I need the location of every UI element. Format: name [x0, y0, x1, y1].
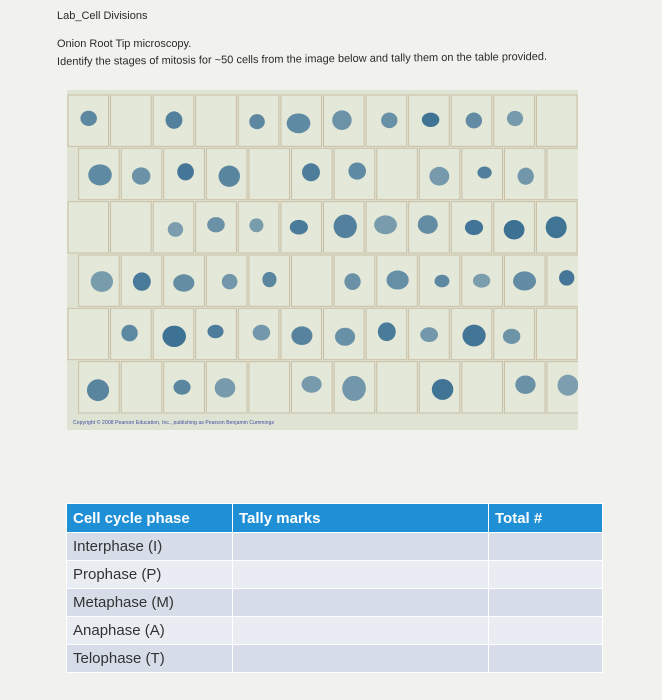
cell-nucleus — [378, 322, 396, 341]
cell-wall — [111, 202, 152, 253]
cell-nucleus — [177, 163, 194, 180]
cell-wall — [536, 95, 577, 146]
table-row — [67, 617, 603, 645]
cell-wall — [292, 255, 333, 306]
document-subtitle: Onion Root Tip microscopy. — [57, 38, 192, 50]
tally-cell[interactable] — [233, 645, 489, 673]
tally-table — [66, 503, 603, 673]
cell-nucleus — [249, 218, 263, 232]
cell-nucleus — [503, 329, 520, 344]
cell-nucleus — [249, 114, 265, 129]
cell-nucleus — [558, 375, 578, 396]
phase-cell: Metaphase (M) — [67, 589, 233, 617]
column-header-tally: Tally marks — [233, 504, 489, 533]
cell-nucleus — [166, 111, 183, 128]
cell-nucleus — [429, 167, 449, 186]
table-row — [67, 589, 603, 617]
cell-nucleus — [302, 163, 320, 181]
cell-wall — [462, 362, 503, 413]
cell-nucleus — [91, 271, 113, 292]
cell-nucleus — [518, 168, 534, 185]
cell-nucleus — [222, 274, 238, 290]
cell-nucleus — [374, 215, 397, 234]
cell-nucleus — [422, 113, 440, 127]
tally-cell[interactable] — [233, 533, 489, 561]
cell-wall — [68, 202, 109, 253]
column-header-phase: Cell cycle phase — [67, 504, 233, 533]
cell-nucleus — [432, 379, 454, 400]
cell-nucleus — [132, 167, 151, 184]
phase-cell: Prophase (P) — [67, 561, 233, 589]
cell-nucleus — [290, 220, 308, 235]
cell-nucleus — [546, 216, 567, 238]
table-row — [67, 645, 603, 673]
cell-nucleus — [121, 325, 137, 342]
phase-cell: Anaphase (A) — [67, 617, 233, 645]
total-cell[interactable] — [489, 589, 603, 617]
cell-nucleus — [342, 376, 366, 401]
cell-nucleus — [515, 375, 535, 394]
micrograph-drawing — [67, 90, 578, 430]
cell-wall — [377, 362, 418, 413]
total-cell[interactable] — [489, 645, 603, 673]
total-cell[interactable] — [489, 617, 603, 645]
cell-wall — [249, 362, 290, 413]
instructions-text: Identify the stages of mitosis for ~50 cells from the image below and tally them on the table provided. — [56, 50, 548, 68]
cell-nucleus — [168, 222, 183, 237]
tally-cell[interactable] — [233, 617, 489, 645]
cell-nucleus — [465, 220, 483, 235]
cell-nucleus — [418, 215, 438, 234]
cell-nucleus — [287, 113, 311, 133]
cell-nucleus — [80, 111, 96, 126]
cell-nucleus — [302, 376, 322, 393]
cell-nucleus — [477, 167, 491, 179]
cell-nucleus — [332, 110, 352, 130]
cell-nucleus — [207, 325, 223, 339]
total-cell[interactable] — [489, 561, 603, 589]
cell-nucleus — [420, 327, 438, 342]
table-row — [67, 561, 603, 589]
cell-nucleus — [348, 162, 366, 179]
document-title: Lab_Cell Divisions — [57, 10, 148, 22]
cell-nucleus — [133, 272, 151, 290]
cell-wall — [68, 308, 109, 359]
cell-wall — [196, 95, 237, 146]
cell-nucleus — [386, 271, 408, 290]
cell-nucleus — [291, 326, 312, 345]
cell-wall — [536, 308, 577, 359]
cell-nucleus — [88, 164, 112, 185]
table-header-row — [67, 504, 603, 533]
cell-wall — [121, 362, 162, 413]
cell-nucleus — [173, 274, 194, 291]
cell-nucleus — [162, 326, 185, 347]
cell-nucleus — [335, 328, 355, 346]
cell-nucleus — [173, 380, 190, 395]
cell-nucleus — [435, 275, 450, 288]
cell-nucleus — [473, 274, 490, 288]
cell-wall — [547, 148, 578, 199]
cell-nucleus — [215, 378, 236, 398]
table-row — [67, 533, 603, 561]
tally-cell[interactable] — [233, 589, 489, 617]
cell-nucleus — [87, 379, 109, 401]
cell-nucleus — [504, 220, 525, 239]
tally-cell[interactable] — [233, 561, 489, 589]
total-cell[interactable] — [489, 533, 603, 561]
cell-nucleus — [381, 112, 397, 128]
cell-nucleus — [559, 270, 574, 286]
cell-nucleus — [219, 166, 240, 187]
cell-nucleus — [344, 273, 360, 290]
cell-nucleus — [466, 112, 482, 128]
phase-cell: Telophase (T) — [67, 645, 233, 673]
cell-nucleus — [513, 271, 536, 290]
onion-root-tip-micrograph — [67, 90, 578, 430]
cell-wall — [377, 148, 418, 199]
cell-nucleus — [253, 325, 271, 341]
cell-wall — [249, 148, 290, 199]
cell-nucleus — [462, 325, 485, 347]
cell-nucleus — [207, 217, 225, 232]
image-copyright-caption: Copyright © 2008 Pearson Education, Inc., publishing as Pearson Benjamin Cummings — [73, 420, 275, 426]
cell-nucleus — [334, 215, 357, 239]
column-header-total: Total # — [489, 504, 603, 533]
phase-cell: Interphase (I) — [67, 533, 233, 561]
cell-nucleus — [507, 111, 523, 126]
cell-nucleus — [262, 272, 276, 287]
cell-wall — [111, 95, 152, 146]
